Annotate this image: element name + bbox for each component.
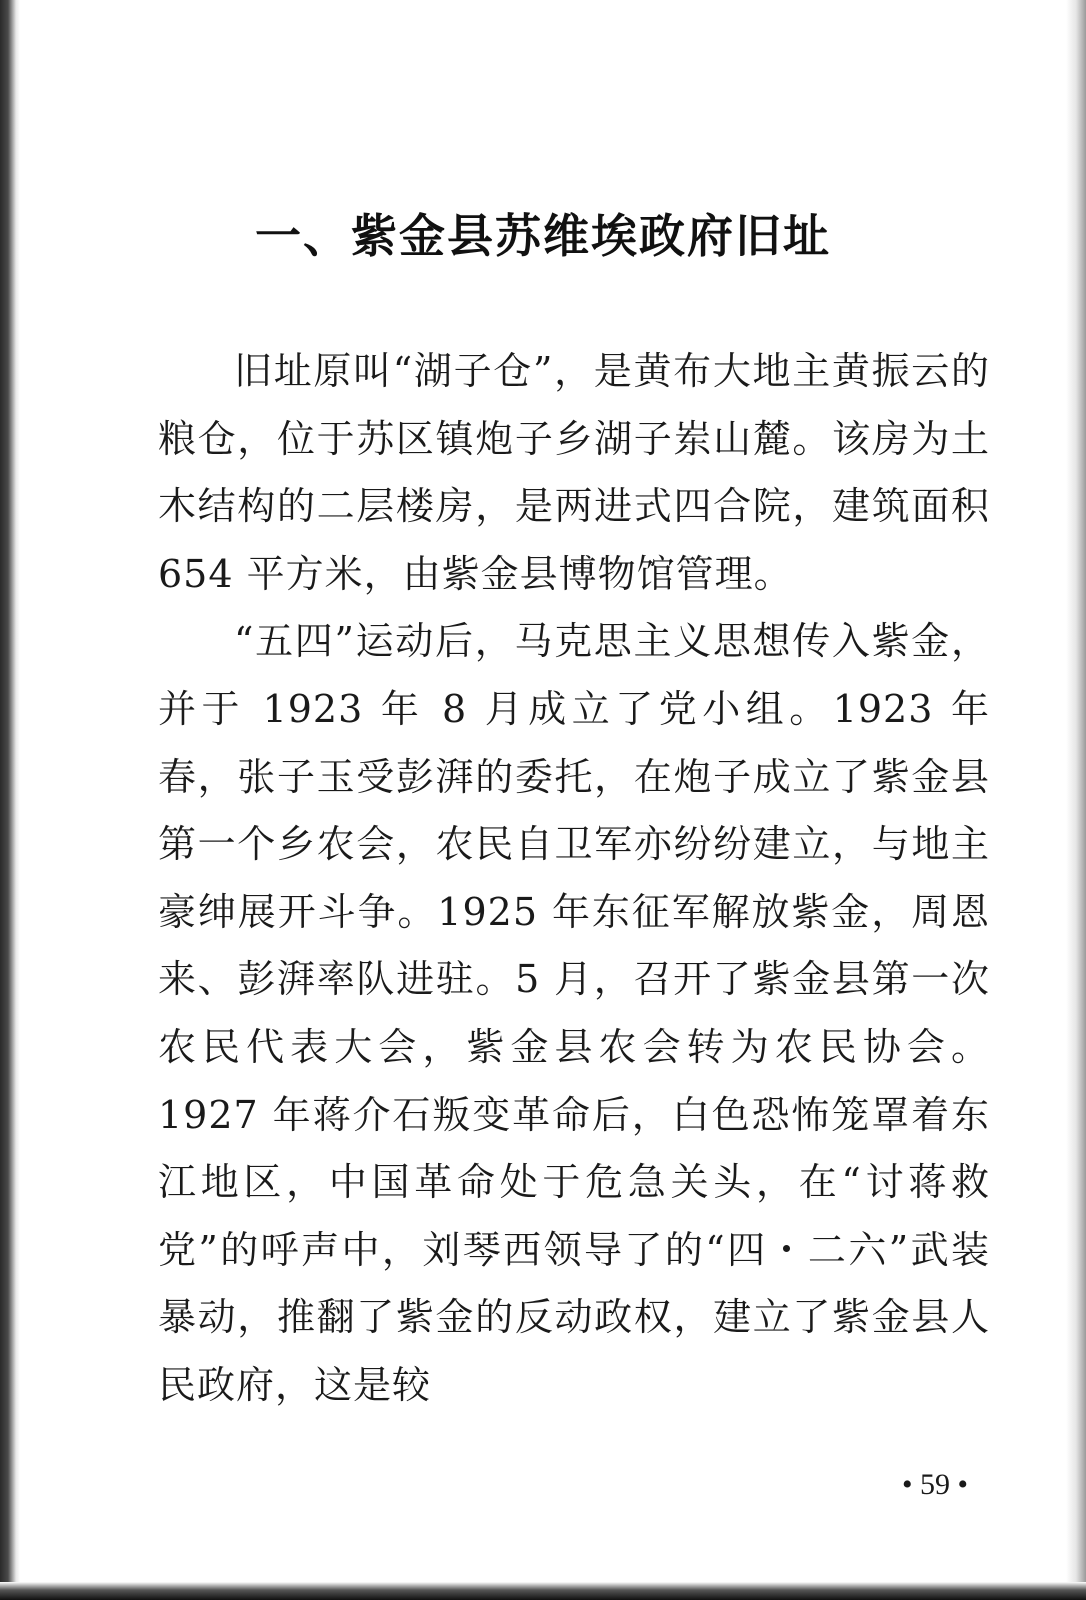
page-bottom-edge <box>0 1582 1086 1600</box>
paragraph: “五四”运动后，马克思主义思想传入紫金，并于 1923 年 8 月成立了党小组。1923 年春，张子玉受彭湃的委托，在炮子成立了紫金县第一个乡农会，农民自卫军亦纷纷建立，与地主豪绅展开斗争。1925 年东征军解放紫金，周恩来、彭湃率队进驻。5 月，召开了紫金县第一次农民代表大会，紫金县农会转为农民协会。1927 年蒋介石叛变革命后，白色恐怖笼罩着东江地区，中国革命处于危急关头，在“讨蒋救党”的呼声中，刘琴西领导了的“四・二六”武装暴动，推翻了紫金的反动政权，建立了紫金县人民政府，这是较 <box>158 619 990 1407</box>
section-heading: 一、紫金县苏维埃政府旧址 <box>255 209 831 263</box>
page-number: • 59 • <box>901 1468 968 1501</box>
body-text <box>158 338 990 1420</box>
paragraph: 旧址原叫“湖子仓”，是黄布大地主黄振云的粮仓，位于苏区镇炮子乡湖子岽山麓。该房为土木结构的二层楼房，是两进式四合院，建筑面积 654 平方米，由紫金县博物馆管理。 <box>158 349 990 596</box>
